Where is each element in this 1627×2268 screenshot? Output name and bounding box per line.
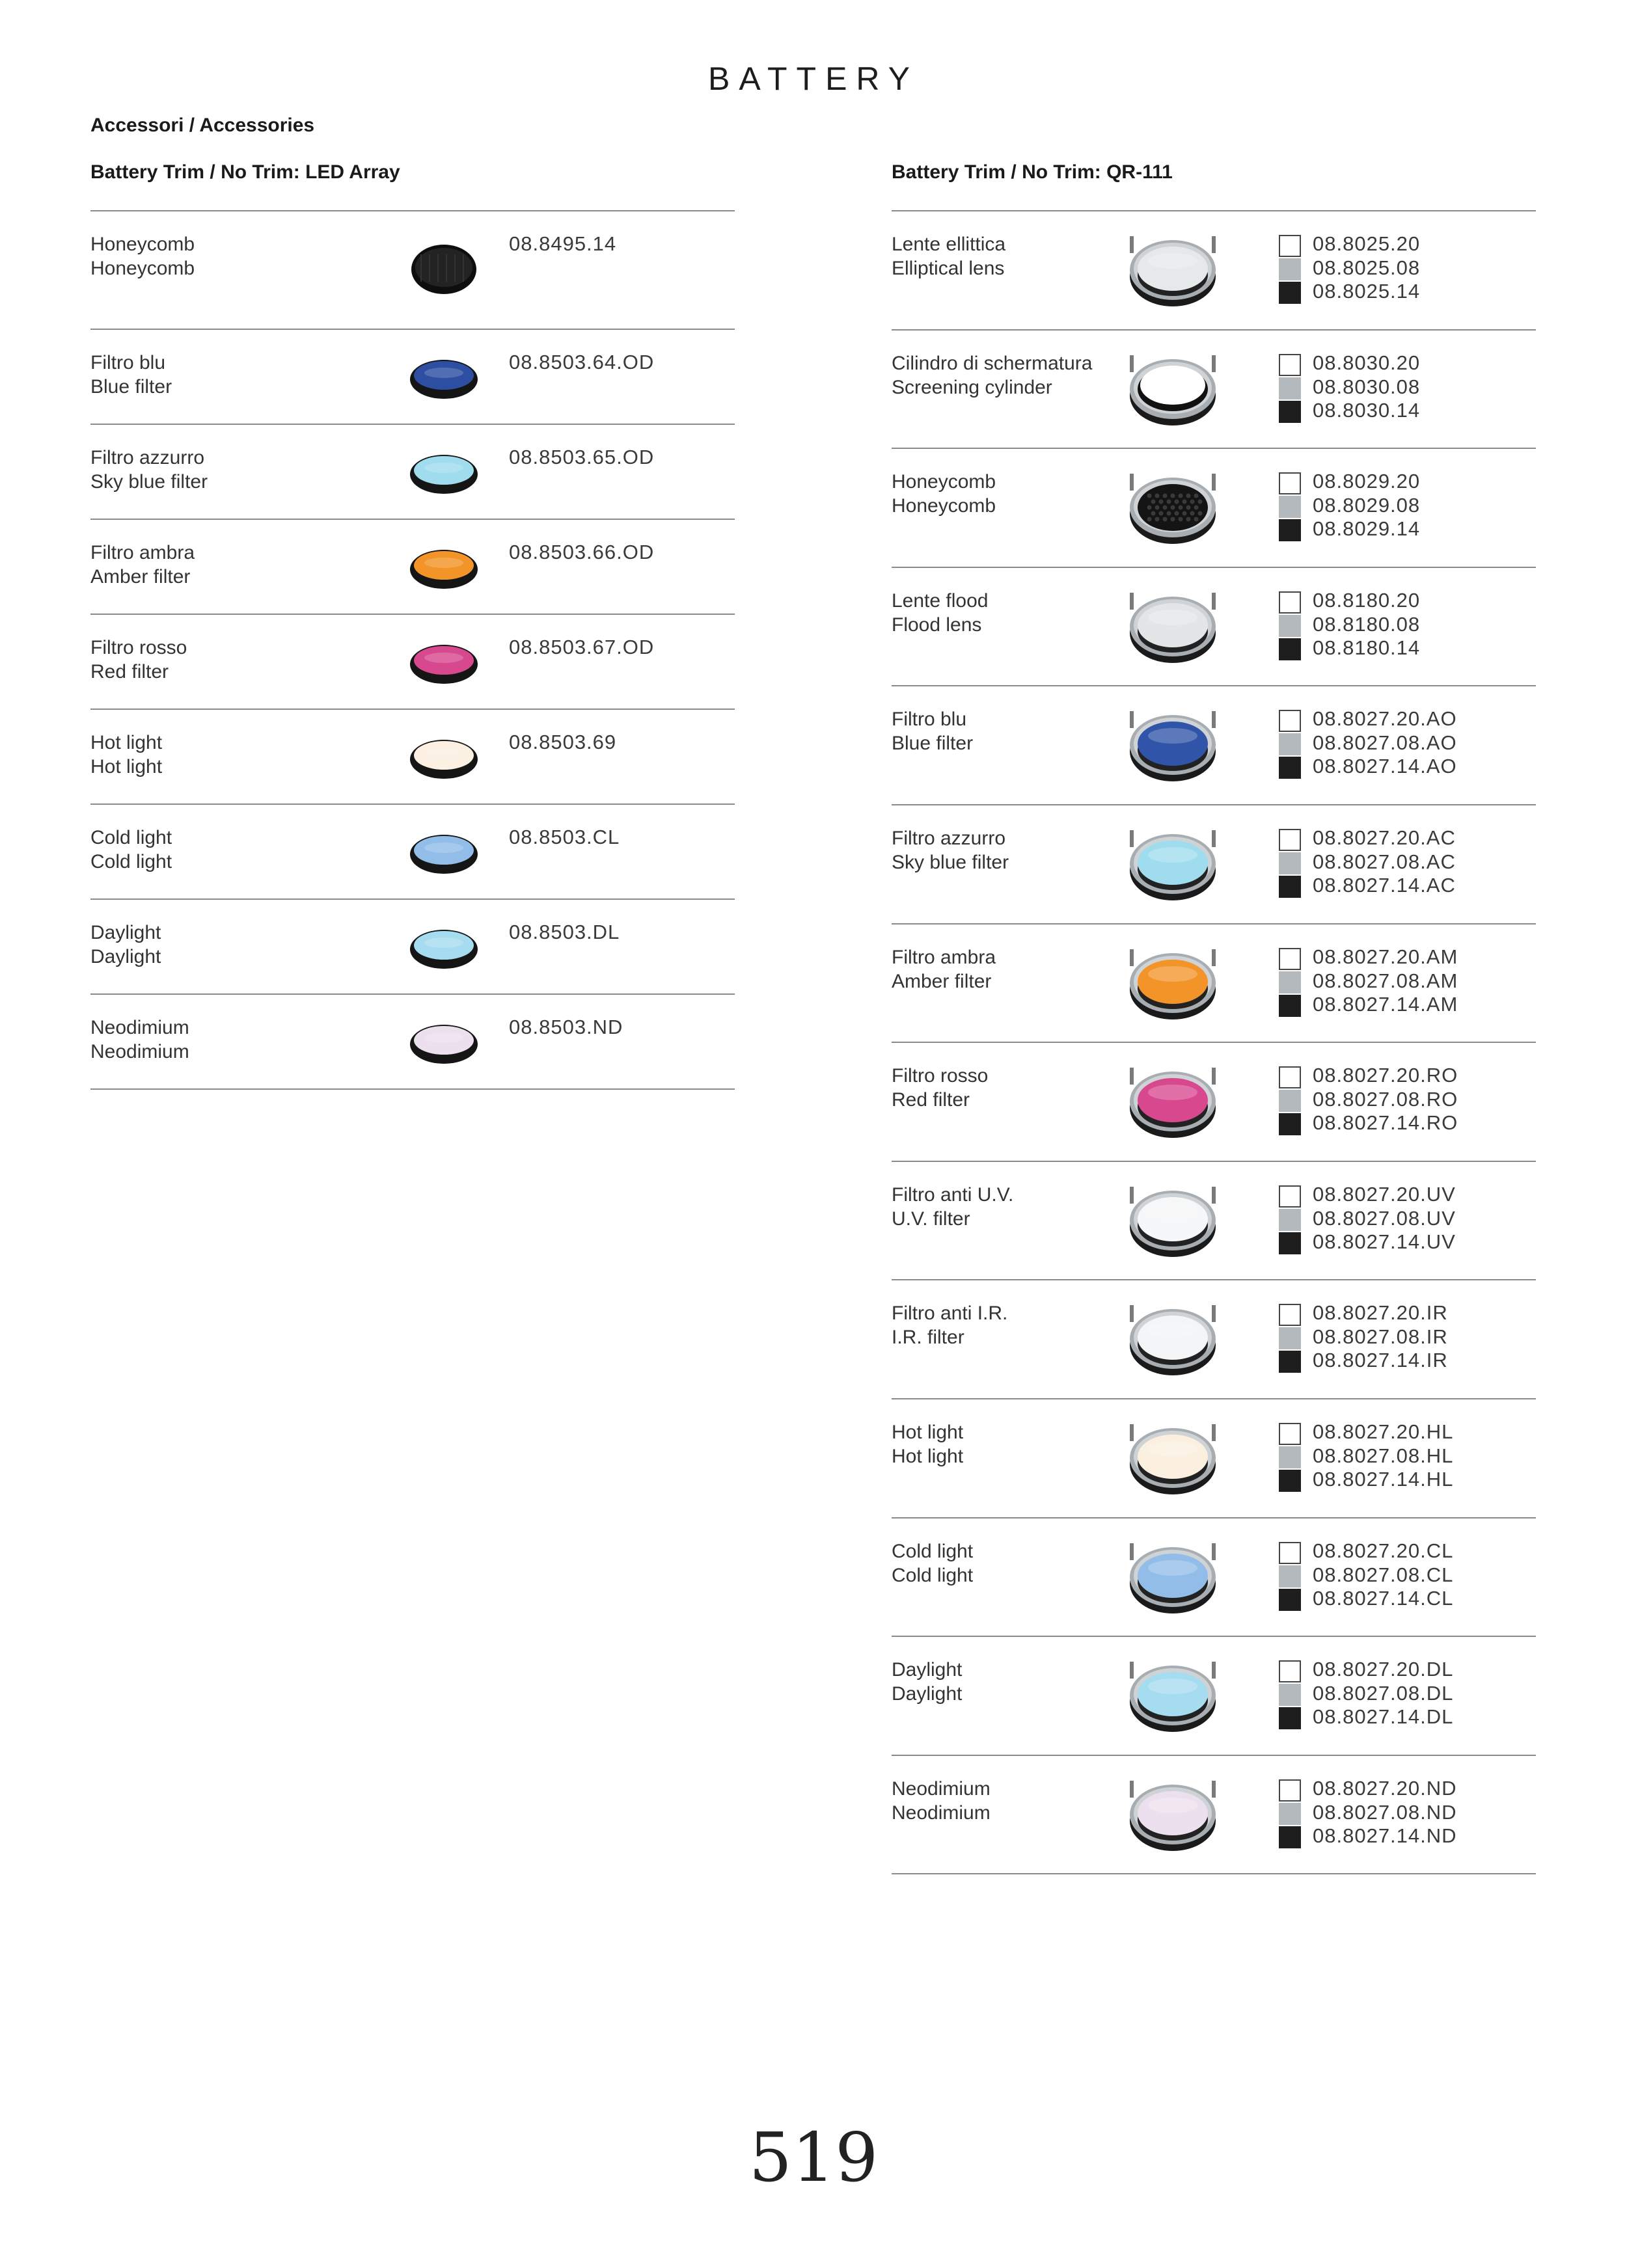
item-name-it: Hot light	[892, 1422, 964, 1443]
right-section-heading: Battery Trim / No Trim: QR-111	[892, 161, 1173, 183]
item-name-it: Filtro anti U.V.	[892, 1184, 1014, 1206]
filter-ring-icon	[1121, 1179, 1225, 1263]
item-code: 08.8030.14	[1313, 399, 1421, 422]
item-code: 08.8025.14	[1313, 280, 1421, 303]
finish-white-swatch	[1279, 1066, 1301, 1088]
finish-black-swatch	[1279, 995, 1301, 1017]
item-code: 08.8027.08.UV	[1313, 1206, 1456, 1230]
finish-black-swatch	[1279, 638, 1301, 660]
item-name-en: U.V. filter	[892, 1208, 970, 1230]
item-name-en: Daylight	[90, 946, 161, 967]
finish-grey-swatch	[1279, 971, 1301, 993]
finish-grey-swatch	[1279, 1684, 1301, 1706]
screening-cylinder-icon	[1121, 347, 1225, 432]
finish-white-swatch	[1279, 235, 1301, 257]
finish-white-swatch	[1279, 1304, 1301, 1326]
finish-grey-swatch	[1279, 1446, 1301, 1468]
list-item	[0, 923, 1627, 1042]
item-code: 08.8030.20	[1313, 351, 1421, 374]
item-name-en: Red filter	[90, 661, 169, 682]
item-name-en: Daylight	[892, 1683, 963, 1705]
item-code: 08.8025.08	[1313, 256, 1421, 279]
list-item	[0, 448, 1627, 567]
item-code: 08.8503.66.OD	[509, 541, 655, 563]
item-code: 08.8025.20	[1313, 232, 1421, 255]
item-name-en: Neodimium	[90, 1041, 189, 1062]
item-name-it: Filtro rosso	[90, 637, 187, 658]
finish-white-swatch	[1279, 591, 1301, 614]
item-name-it: Filtro ambra	[90, 542, 195, 563]
item-code: 08.8027.20.AC	[1313, 826, 1456, 849]
item-name-en: Hot light	[892, 1446, 964, 1467]
item-name-it: Filtro blu	[90, 352, 166, 373]
honeycomb-icon	[1121, 466, 1225, 550]
finish-grey-swatch	[1279, 1209, 1301, 1231]
item-name-en: Hot light	[90, 756, 163, 777]
item-name-en: Cold light	[892, 1565, 974, 1586]
item-code: 08.8027.14.HL	[1313, 1468, 1454, 1491]
item-code: 08.8027.14.DL	[1313, 1705, 1454, 1728]
finish-white-swatch	[1279, 1660, 1301, 1682]
finish-white-swatch	[1279, 948, 1301, 970]
item-name-it: Cold light	[90, 827, 172, 848]
item-code: 08.8027.14.RO	[1313, 1111, 1458, 1134]
item-name-it: Honeycomb	[90, 234, 195, 255]
finish-grey-swatch	[1279, 852, 1301, 874]
lens-icon	[1121, 228, 1225, 313]
list-item	[0, 1398, 1627, 1517]
item-code: 08.8503.65.OD	[509, 446, 655, 468]
list-item	[0, 1517, 1627, 1636]
item-name-en: Amber filter	[90, 566, 191, 587]
item-name-en: Sky blue filter	[892, 852, 1009, 873]
item-name-it: Honeycomb	[892, 471, 996, 493]
finish-black-swatch	[1279, 1589, 1301, 1611]
item-name-it: Filtro ambra	[892, 947, 996, 968]
item-name-en: Neodimium	[892, 1802, 991, 1824]
section-label: Accessori / Accessories	[90, 115, 315, 136]
item-code: 08.8495.14	[509, 232, 617, 255]
finish-grey-swatch	[1279, 377, 1301, 399]
item-name-en: Blue filter	[892, 733, 974, 754]
filter-ring-icon	[1121, 1060, 1225, 1144]
item-name-en: Red filter	[892, 1089, 970, 1111]
item-code: 08.8027.20.DL	[1313, 1658, 1454, 1681]
item-name-it: Filtro blu	[892, 709, 967, 730]
page-number: 519	[748, 2118, 879, 2197]
list-item	[0, 1279, 1627, 1398]
item-code: 08.8027.08.CL	[1313, 1563, 1454, 1586]
finish-grey-swatch	[1279, 733, 1301, 755]
item-code: 08.8027.08.AC	[1313, 850, 1456, 873]
item-name-en: Elliptical lens	[892, 258, 1005, 279]
list-item	[0, 1755, 1627, 1874]
left-section-heading: Battery Trim / No Trim: LED Array	[90, 161, 400, 183]
item-code: 08.8180.14	[1313, 636, 1421, 659]
finish-grey-swatch	[1279, 1090, 1301, 1112]
item-name-it: Daylight	[90, 922, 161, 943]
finish-grey-swatch	[1279, 1327, 1301, 1349]
item-code: 08.8027.08.AM	[1313, 969, 1458, 992]
item-code: 08.8029.20	[1313, 470, 1421, 493]
list-item	[0, 567, 1627, 686]
item-code: 08.8027.08.IR	[1313, 1325, 1448, 1348]
item-name-it: Neodimium	[90, 1017, 189, 1038]
finish-white-swatch	[1279, 829, 1301, 851]
finish-black-swatch	[1279, 282, 1301, 304]
finish-black-swatch	[1279, 1351, 1301, 1373]
finish-grey-swatch	[1279, 1803, 1301, 1825]
item-name-it: Filtro azzurro	[90, 447, 205, 468]
finish-black-swatch	[1279, 1707, 1301, 1729]
item-code: 08.8027.20.ND	[1313, 1777, 1457, 1800]
item-name-it: Daylight	[892, 1659, 963, 1681]
filter-ring-icon	[1121, 822, 1225, 907]
filter-ring-icon	[1121, 1773, 1225, 1857]
item-code: 08.8180.08	[1313, 612, 1421, 636]
row-divider	[892, 1873, 1536, 1874]
item-name-en: Screening cylinder	[892, 377, 1052, 398]
finish-grey-swatch	[1279, 615, 1301, 637]
item-name-it: Cold light	[892, 1541, 974, 1562]
finish-grey-swatch	[1279, 1565, 1301, 1587]
filter-ring-icon	[1121, 1416, 1225, 1501]
item-code: 08.8027.20.AM	[1313, 945, 1458, 968]
item-code: 08.8029.14	[1313, 517, 1421, 540]
finish-white-swatch	[1279, 1779, 1301, 1802]
item-code: 08.8503.ND	[509, 1016, 623, 1038]
finish-white-swatch	[1279, 710, 1301, 732]
finish-white-swatch	[1279, 472, 1301, 494]
item-name-en: Sky blue filter	[90, 471, 208, 493]
item-name-en: Flood lens	[892, 614, 982, 636]
item-code: 08.8503.69	[509, 731, 617, 753]
item-code: 08.8503.CL	[509, 826, 620, 848]
list-item	[0, 804, 1627, 923]
item-name-it: Lente ellittica	[892, 234, 1006, 255]
finish-white-swatch	[1279, 1185, 1301, 1208]
item-code: 08.8027.14.CL	[1313, 1587, 1454, 1610]
finish-black-swatch	[1279, 519, 1301, 541]
filter-ring-icon	[1121, 1654, 1225, 1738]
list-item	[0, 1042, 1627, 1161]
item-name-it: Filtro azzurro	[892, 828, 1006, 849]
list-item	[0, 1636, 1627, 1755]
item-code: 08.8180.20	[1313, 589, 1421, 612]
item-name-it: Hot light	[90, 732, 163, 753]
finish-white-swatch	[1279, 1423, 1301, 1445]
finish-grey-swatch	[1279, 258, 1301, 280]
page-title: BATTERY	[708, 61, 919, 97]
filter-ring-icon	[1121, 703, 1225, 788]
item-name-en: Amber filter	[892, 971, 992, 992]
item-code: 08.8027.14.UV	[1313, 1230, 1456, 1253]
item-code: 08.8027.08.ND	[1313, 1800, 1457, 1824]
finish-black-swatch	[1279, 876, 1301, 898]
item-code: 08.8027.20.UV	[1313, 1183, 1456, 1206]
item-code: 08.8027.20.AO	[1313, 707, 1457, 730]
item-name-en: I.R. filter	[892, 1327, 964, 1348]
finish-grey-swatch	[1279, 496, 1301, 518]
finish-black-swatch	[1279, 1113, 1301, 1135]
item-name-en: Cold light	[90, 851, 172, 872]
item-code: 08.8027.14.ND	[1313, 1824, 1457, 1847]
item-name-it: Neodimium	[892, 1778, 991, 1800]
item-code: 08.8027.20.IR	[1313, 1301, 1448, 1324]
item-name-it: Filtro rosso	[892, 1065, 989, 1087]
item-code: 08.8027.08.DL	[1313, 1681, 1454, 1705]
item-code: 08.8029.08	[1313, 493, 1421, 517]
item-name-en: Blue filter	[90, 376, 172, 398]
finish-black-swatch	[1279, 401, 1301, 423]
item-code: 08.8027.08.AO	[1313, 731, 1457, 754]
filter-ring-icon	[1121, 941, 1225, 1026]
item-code: 08.8027.14.AM	[1313, 993, 1458, 1016]
list-item	[0, 1161, 1627, 1280]
item-name-it: Cilindro di schermatura	[892, 353, 1093, 374]
item-code: 08.8027.20.CL	[1313, 1539, 1454, 1562]
finish-black-swatch	[1279, 1470, 1301, 1492]
filter-ring-icon	[1121, 1297, 1225, 1382]
list-item	[0, 685, 1627, 804]
item-code: 08.8027.14.IR	[1313, 1349, 1448, 1371]
item-name-it: Lente flood	[892, 590, 989, 612]
item-code: 08.8503.DL	[509, 921, 620, 943]
item-code: 08.8030.08	[1313, 375, 1421, 398]
list-item	[0, 210, 1627, 329]
item-name-en: Honeycomb	[90, 258, 195, 279]
finish-black-swatch	[1279, 757, 1301, 779]
item-code: 08.8027.08.HL	[1313, 1444, 1454, 1467]
finish-black-swatch	[1279, 1826, 1301, 1848]
item-code: 08.8027.20.HL	[1313, 1420, 1454, 1443]
list-item	[0, 329, 1627, 448]
item-code: 08.8027.14.AO	[1313, 755, 1457, 777]
finish-black-swatch	[1279, 1232, 1301, 1254]
finish-white-swatch	[1279, 354, 1301, 376]
item-code: 08.8503.67.OD	[509, 636, 655, 658]
item-name-it: Filtro anti I.R.	[892, 1303, 1008, 1324]
filter-ring-icon	[1121, 1535, 1225, 1620]
item-code: 08.8027.08.RO	[1313, 1087, 1458, 1111]
item-code: 08.8027.20.RO	[1313, 1064, 1458, 1087]
item-name-en: Honeycomb	[892, 495, 996, 517]
item-code: 08.8027.14.AC	[1313, 874, 1456, 897]
item-code: 08.8503.64.OD	[509, 351, 655, 373]
lens-icon	[1121, 585, 1225, 669]
finish-white-swatch	[1279, 1542, 1301, 1564]
